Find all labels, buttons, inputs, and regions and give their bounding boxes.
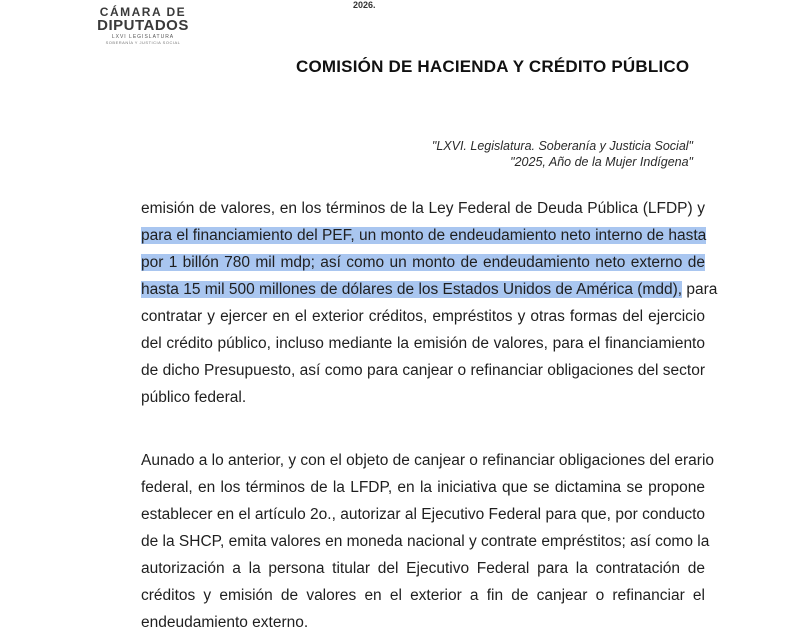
text-line: Aunado a lo anterior, y con el objeto de canjear o refinanciar obligaciones del erario bbox=[141, 452, 715, 469]
camara-logo bbox=[92, 6, 194, 45]
paragraph-2 bbox=[141, 447, 715, 636]
text-line: del crédito público, incluso mediante la emisión de valores, para el financiamiento bbox=[141, 335, 705, 352]
text-line: de la SHCP, emita valores en moneda nacional y contrate empréstitos; así como la bbox=[141, 533, 710, 550]
text-line: endeudamiento externo. bbox=[141, 614, 309, 631]
text-line: contratar y ejercer en el exterior créditos, empréstitos y otras formas del ejercicio bbox=[141, 308, 705, 325]
legislature-motto bbox=[432, 138, 693, 170]
highlighted-text: para el financiamiento del PEF, un monto de endeudamiento neto interno de hasta bbox=[141, 227, 707, 244]
highlighted-text: por 1 billón 780 mil mdp; así como un monto de endeudamiento neto externo de bbox=[141, 254, 705, 271]
year-fragment: 2026. bbox=[353, 0, 376, 10]
text-line: público federal. bbox=[141, 389, 247, 406]
highlighted-text: hasta 15 mil 500 millones de dólares de los Estados Unidos de América (mdd), bbox=[141, 281, 683, 298]
logo-line-2: DIPUTADOS bbox=[97, 17, 189, 34]
text-line: créditos y emisión de valores en el exterior a fin de canjear o refinanciar el bbox=[141, 587, 705, 604]
text-line: establecer en el artículo 2o., autorizar al Ejecutivo Federal para que, por conducto bbox=[141, 506, 705, 523]
text-fragment: para bbox=[682, 281, 718, 298]
text-line: emisión de valores, en los términos de la Ley Federal de Deuda Pública (LFDP) y bbox=[141, 200, 705, 217]
logo-line-3: LXVI LEGISLATURA bbox=[111, 34, 175, 40]
text-line: federal, en los términos de la LFDP, en la iniciativa que se dictamina se propone bbox=[141, 479, 705, 496]
text-line-highlighted bbox=[141, 222, 705, 249]
page-title: COMISIÓN DE HACIENDA Y CRÉDITO PÚBLICO bbox=[296, 57, 690, 76]
paragraph-1 bbox=[141, 195, 718, 411]
text-line-partial-highlight bbox=[141, 276, 718, 303]
motto-line-2: "2025, Año de la Mujer Indígena" bbox=[510, 155, 693, 169]
logo-line-1: CÁMARA DE bbox=[99, 5, 187, 19]
motto-line-1: "LXVI. Legislatura. Soberanía y Justicia Social" bbox=[431, 139, 693, 153]
logo-line-4: SOBERANÍA Y JUSTICIA SOCIAL bbox=[105, 40, 181, 45]
text-line-highlighted bbox=[141, 249, 705, 276]
text-line: autorización a la persona titular del Ejecutivo Federal para la contratación de bbox=[141, 560, 705, 577]
text-line: de dicho Presupuesto, así como para canjear o refinanciar obligaciones del sector bbox=[141, 362, 705, 379]
